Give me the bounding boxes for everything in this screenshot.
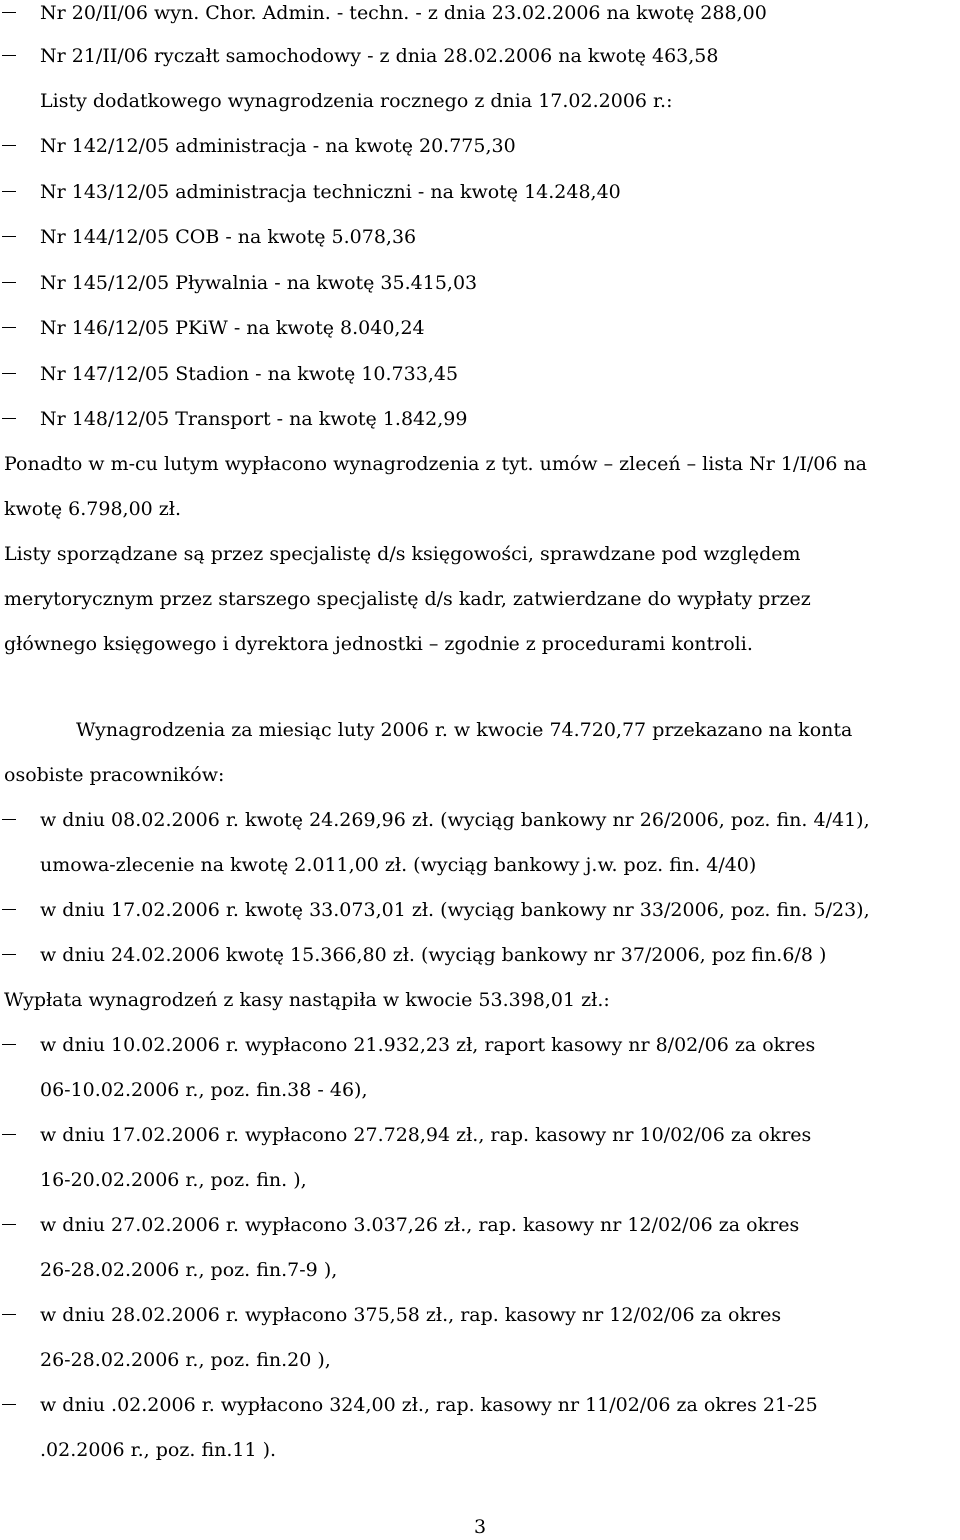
cash-item-line-2: .02.2006 r., poz. fin.11 ). xyxy=(40,1439,277,1461)
page-number: 3 xyxy=(473,1516,487,1538)
listy-line-1: Listy sporządzane są przez specjalistę d/s księgowości, sprawdzane pod względem xyxy=(4,543,801,565)
dash-bullet xyxy=(2,1134,16,1135)
section-heading xyxy=(0,86,960,116)
cash-item-line-2: 26-28.02.2006 r., poz. fin.20 ), xyxy=(40,1349,331,1371)
ponadto-line-2: kwotę 6.798,00 zł. xyxy=(4,498,181,520)
cash-item-line-1: w dniu 27.02.2006 r. wypłacono 3.037,26 zł., rap. kasowy nr 12/02/06 za okres xyxy=(40,1214,800,1236)
cash-item-line-2: 06-10.02.2006 r., poz. fin.38 - 46), xyxy=(40,1079,368,1101)
list-item xyxy=(0,268,960,298)
wynagrodzenia-line-2: osobiste pracowników: xyxy=(4,764,225,786)
list-item-text: Nr 145/12/05 Pływalnia - na kwotę 35.415,03 xyxy=(40,272,478,294)
list-item xyxy=(0,1030,960,1060)
list-item xyxy=(0,177,960,207)
dash-bullet xyxy=(2,282,16,283)
list-item-text: Nr 142/12/05 administracja - na kwotę 20.775,30 xyxy=(40,135,516,157)
list-item xyxy=(0,895,960,925)
list-item-continuation xyxy=(0,1255,960,1285)
cash-item-line-1: w dniu 10.02.2006 r. wypłacono 21.932,23 zł, raport kasowy nr 8/02/06 za okres xyxy=(40,1034,816,1056)
dash-bullet xyxy=(2,1314,16,1315)
list-item-continuation xyxy=(0,850,960,880)
list-item-continuation xyxy=(0,1075,960,1105)
paragraph-line xyxy=(0,539,960,569)
list-item xyxy=(0,131,960,161)
wyplata-heading: Wypłata wynagrodzeń z kasy nastąpiła w kwocie 53.398,01 zł.: xyxy=(4,989,610,1011)
dash-bullet xyxy=(2,236,16,237)
section-heading xyxy=(0,985,960,1015)
list-item xyxy=(0,1210,960,1240)
list-item xyxy=(0,0,960,28)
dash-bullet xyxy=(2,373,16,374)
ponadto-line-1: Ponadto w m-cu lutym wypłacono wynagrodzenia z tyt. umów – zleceń – lista Nr 1/I/06 na xyxy=(4,453,868,475)
dash-bullet xyxy=(2,55,16,56)
cash-item-line-1: w dniu 28.02.2006 r. wypłacono 375,58 zł., rap. kasowy nr 12/02/06 za okres xyxy=(40,1304,782,1326)
list-item-text: Nr 148/12/05 Transport - na kwotę 1.842,99 xyxy=(40,408,468,430)
paragraph-line xyxy=(0,760,960,790)
dash-bullet xyxy=(2,1224,16,1225)
cash-item-line-1: w dniu .02.2006 r. wypłacono 324,00 zł., rap. kasowy nr 11/02/06 za okres 21-25 xyxy=(40,1394,818,1416)
list-item-text: Nr 143/12/05 administracja techniczni - na kwotę 14.248,40 xyxy=(40,181,621,203)
list-item-continuation xyxy=(0,1345,960,1375)
list-item-text: Nr 21/II/06 ryczałt samochodowy - z dnia 28.02.2006 na kwotę 463,58 xyxy=(40,45,719,67)
list-item xyxy=(0,805,960,835)
listy-heading: Listy dodatkowego wynagrodzenia rocznego z dnia 17.02.2006 r.: xyxy=(40,90,673,112)
bank-item-line-1: w dniu 24.02.2006 kwotę 15.366,80 zł. (wyciąg bankowy nr 37/2006, poz fin.6/8 ) xyxy=(40,944,827,966)
dash-bullet xyxy=(2,819,16,820)
cash-item-line-1: w dniu 17.02.2006 r. wypłacono 27.728,94 zł., rap. kasowy nr 10/02/06 za okres xyxy=(40,1124,812,1146)
dash-bullet xyxy=(2,418,16,419)
list-item xyxy=(0,1300,960,1330)
list-item xyxy=(0,222,960,252)
paragraph-line xyxy=(0,629,960,659)
list-item xyxy=(0,404,960,434)
cash-item-line-2: 26-28.02.2006 r., poz. fin.7-9 ), xyxy=(40,1259,338,1281)
list-item xyxy=(0,41,960,71)
dash-bullet xyxy=(2,12,16,13)
list-item-text: Nr 20/II/06 wyn. Chor. Admin. - techn. - z dnia 23.02.2006 na kwotę 288,00 xyxy=(40,2,767,24)
list-item-continuation xyxy=(0,1435,960,1465)
list-item xyxy=(0,1120,960,1150)
dash-bullet xyxy=(2,1044,16,1045)
bank-item-line-1: w dniu 17.02.2006 r. kwotę 33.073,01 zł. (wyciąg bankowy nr 33/2006, poz. fin. 5/23), xyxy=(40,899,870,921)
bank-item-line-1: w dniu 08.02.2006 r. kwotę 24.269,96 zł. (wyciąg bankowy nr 26/2006, poz. fin. 4/41), xyxy=(40,809,870,831)
list-item xyxy=(0,359,960,389)
listy-line-2: merytorycznym przez starszego specjalistę d/s kadr, zatwierdzane do wypłaty przez xyxy=(4,588,811,610)
paragraph-line xyxy=(0,584,960,614)
list-item xyxy=(0,313,960,343)
dash-bullet xyxy=(2,954,16,955)
list-item xyxy=(0,1390,960,1420)
dash-bullet xyxy=(2,327,16,328)
list-item xyxy=(0,940,960,970)
list-item-continuation xyxy=(0,1165,960,1195)
paragraph-line xyxy=(0,715,960,745)
dash-bullet xyxy=(2,1404,16,1405)
wynagrodzenia-line-1: Wynagrodzenia za miesiąc luty 2006 r. w kwocie 74.720,77 przekazano na konta xyxy=(76,719,853,741)
listy-line-3: głównego księgowego i dyrektora jednostki – zgodnie z procedurami kontroli. xyxy=(4,633,753,655)
paragraph-line xyxy=(0,449,960,479)
dash-bullet xyxy=(2,145,16,146)
list-item-text: Nr 146/12/05 PKiW - na kwotę 8.040,24 xyxy=(40,317,425,339)
list-item-text: Nr 147/12/05 Stadion - na kwotę 10.733,45 xyxy=(40,363,459,385)
dash-bullet xyxy=(2,909,16,910)
cash-item-line-2: 16-20.02.2006 r., poz. fin. ), xyxy=(40,1169,307,1191)
bank-item-line-2: umowa-zlecenie na kwotę 2.011,00 zł. (wyciąg bankowy j.w. poz. fin. 4/40) xyxy=(40,854,757,876)
dash-bullet xyxy=(2,191,16,192)
list-item-text: Nr 144/12/05 COB - na kwotę 5.078,36 xyxy=(40,226,417,248)
paragraph-line xyxy=(0,494,960,524)
